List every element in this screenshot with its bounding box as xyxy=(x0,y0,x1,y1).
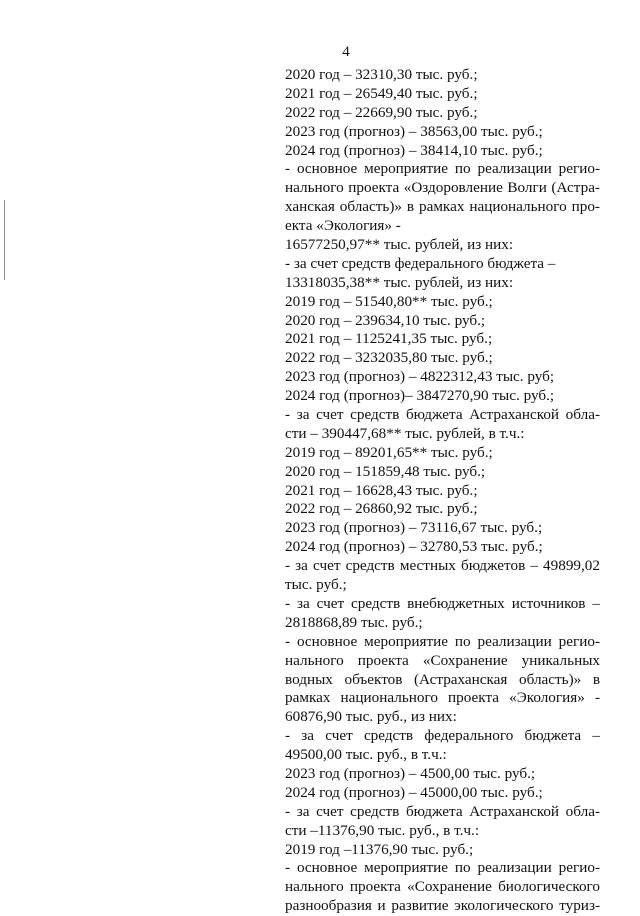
text-line: - за счет средств местных бюджетов – 49899,02 xyxy=(285,557,600,575)
text-line: 13318035,38** тыс. рублей, из них: xyxy=(285,273,514,291)
text-line: 2022 год – 26860,92 тыс. руб.; xyxy=(285,500,478,518)
text-line: 2021 год – 26549,40 тыс. руб.; xyxy=(285,84,478,102)
text-line: сти –11376,90 тыс. руб., в т.ч.: xyxy=(285,821,480,839)
scan-margin-line xyxy=(4,200,5,280)
text-line: 2024 год (прогноз) – 38414,10 тыс. руб.; xyxy=(285,141,543,159)
text-line: ханская область)» в рамках национального про- xyxy=(285,198,600,216)
text-line: водных объектов (Астраханская область)» в xyxy=(285,670,600,688)
text-line: 2019 год –11376,90 тыс. руб.; xyxy=(285,840,474,858)
text-line: 16577250,97** тыс. рублей, из них: xyxy=(285,236,514,254)
text-line: рамках национального проекта «Экология» - xyxy=(285,689,600,707)
text-line: - за счет средств внебюджетных источников – xyxy=(285,594,600,612)
text-line: разнообразия и развитие экологического туриз- xyxy=(285,897,600,915)
text-line: 2024 год (прогноз)– 3847270,90 тыс. руб.; xyxy=(285,387,555,405)
text-line: - основное мероприятие по реализации регио- xyxy=(285,859,600,877)
text-column xyxy=(285,66,600,916)
text-line: 2022 год – 3232035,80 тыс. руб.; xyxy=(285,349,493,367)
text-line: нального проекта «Оздоровление Волги (Астра- xyxy=(285,179,600,197)
text-line: - за счет средств федерального бюджета – xyxy=(285,254,556,272)
text-line: сти – 390447,68** тыс. рублей, в т.ч.: xyxy=(285,424,525,442)
text-line: 2023 год (прогноз) – 4822312,43 тыс. руб; xyxy=(285,368,555,386)
text-line: 2023 год (прогноз) – 38563,00 тыс. руб.; xyxy=(285,122,543,140)
text-line: 2818868,89 тыс. руб.; xyxy=(285,613,423,631)
text-line: 2022 год – 22669,90 тыс. руб.; xyxy=(285,103,478,121)
text-line: нального проекта «Сохранение биологического xyxy=(285,878,600,896)
text-line: екта «Экология» - xyxy=(285,217,401,235)
text-line: - основное мероприятие по реализации регио- xyxy=(285,160,600,178)
text-line: 2019 год – 51540,80** тыс. руб.; xyxy=(285,292,493,310)
page-number: 4 xyxy=(342,44,350,60)
text-line: 2024 год (прогноз) – 32780,53 тыс. руб.; xyxy=(285,538,543,556)
text-line: 2020 год – 151859,48 тыс. руб.; xyxy=(285,462,486,480)
text-line: - за счет средств бюджета Астраханской обла- xyxy=(285,406,600,424)
text-line: 2021 год – 1125241,35 тыс. руб.; xyxy=(285,330,493,348)
text-line: нального проекта «Сохранение уникальных xyxy=(285,651,600,669)
text-line: 2023 год (прогноз) – 73116,67 тыс. руб.; xyxy=(285,519,543,537)
text-line: - за счет средств бюджета Астраханской обла- xyxy=(285,802,600,820)
text-line: тыс. руб.; xyxy=(285,576,347,594)
text-line: 2024 год (прогноз) – 45000,00 тыс. руб.; xyxy=(285,783,543,801)
text-line: 60876,90 тыс. руб., из них: xyxy=(285,708,457,726)
text-line: - основное мероприятие по реализации регио- xyxy=(285,632,600,650)
text-line: 2020 год – 32310,30 тыс. руб.; xyxy=(285,66,478,83)
text-line: 2019 год – 89201,65** тыс. руб.; xyxy=(285,443,493,461)
text-line: 49500,00 тыс. руб., в т.ч.: xyxy=(285,746,447,764)
text-line: 2020 год – 239634,10 тыс. руб.; xyxy=(285,311,486,329)
text-line: 2023 год (прогноз) – 4500,00 тыс. руб.; xyxy=(285,764,536,782)
text-line: - за счет средств федерального бюджета – xyxy=(285,727,600,745)
text-line: 2021 год – 16628,43 тыс. руб.; xyxy=(285,481,478,499)
